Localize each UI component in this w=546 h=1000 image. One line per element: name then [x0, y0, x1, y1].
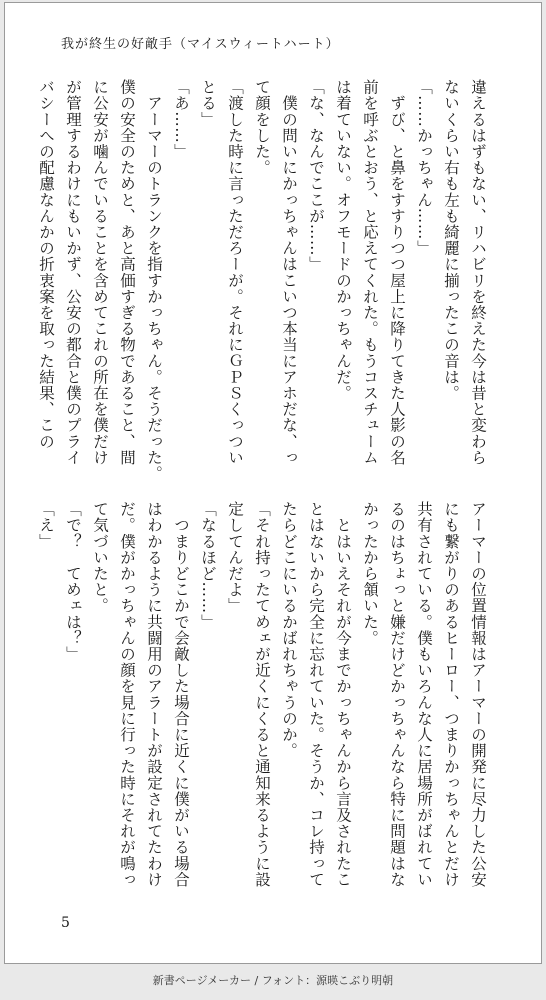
text-line: るのはちょっと嫌だけどかっちゃんなら特に問題はな: [388, 501, 406, 888]
text-line: て気づいたと。: [91, 501, 109, 614]
footer-credit: 新書ページメーカー / フォント：源暎こぶり明朝: [152, 974, 394, 987]
text-line: 僕の問いにかっちゃんはこいつ本当にアホだな、っ: [280, 79, 298, 466]
text-line: 前を呼ぶとおう、と応えてくれた。もうコスチューム: [361, 79, 379, 466]
text-line: たらどこにいるかばれちゃうのか。: [280, 501, 298, 759]
text-line: に公安が噛んでいることを含めてこれの所在を僕だけ: [91, 79, 109, 466]
text-line: て顔をした。: [253, 79, 271, 176]
text-line: ずび、と鼻をすすりつつ屋上に降りてきた人影の名: [388, 79, 406, 466]
text-line: とる」: [199, 79, 217, 128]
text-line: 定してんだよ」: [226, 501, 244, 614]
text-line: が管理するわけにもいかず、公安の都合と僕のプライ: [64, 79, 82, 466]
text-line: 僕の安全のためと、あと高価すぎる物であること、間: [118, 79, 136, 466]
text-line: バシーへの配慮なんかの折衷案を取った結果、この: [37, 79, 55, 450]
text-line: ないくらい右も左も綺麗に揃ったこの音は。: [442, 79, 460, 401]
text-line: 違えるはずもない、リハビリを終えた今は昔と変わら: [469, 79, 487, 466]
text-block-bottom: [32, 501, 491, 903]
text-line: 「え」: [37, 501, 55, 550]
text-block-top: [32, 79, 491, 489]
text-line: 「……かっちゃん……」: [415, 79, 433, 257]
text-line: はわかるように共闘用のアラートが設定されてたわけ: [145, 501, 163, 888]
text-line: アーマーのトランクを指すかっちゃん。そうだった。: [145, 79, 163, 482]
text-line: 「な、なんでここが……」: [307, 79, 325, 273]
page-number: 5: [61, 915, 70, 931]
text-line: だ。僕がかっちゃんの顔を見に行った時にそれが鳴っ: [118, 501, 136, 888]
text-line: は着ていない。オフモードのかっちゃんだ。: [334, 79, 352, 401]
text-line: 「なるほど……」: [199, 501, 217, 630]
text-line: とはいえそれが今までかっちゃんから言及されたこ: [334, 501, 352, 888]
text-line: アーマーの位置情報はアーマーの開発に尽力した公安: [469, 501, 487, 888]
text-line: 「で？ てめェは？」: [64, 501, 82, 662]
text-line: 共有されている。僕もいろんな人に居場所がばれてい: [415, 501, 433, 888]
text-line: かったから頷いた。: [361, 501, 379, 646]
text-line: とはないから完全に忘れていた。そうか、コレ持って: [307, 501, 325, 888]
running-header: 我が終生の好敵手（マイスウィートハート）: [61, 37, 340, 52]
text-line: 「それ持ったてめェが近くにくると通知来るように設: [253, 501, 271, 888]
text-line: 「あ……」: [172, 79, 190, 160]
text-line: にも繋がりのあるヒーロー、つまりかっちゃんとだけ: [442, 501, 460, 888]
book-page: [4, 2, 542, 964]
text-line: 「渡した時に言っただろーが。それにＧＰＳくっつい: [226, 79, 244, 466]
text-line: つまりどこかで会敵した場合に近くに僕がいる場合: [172, 501, 190, 888]
